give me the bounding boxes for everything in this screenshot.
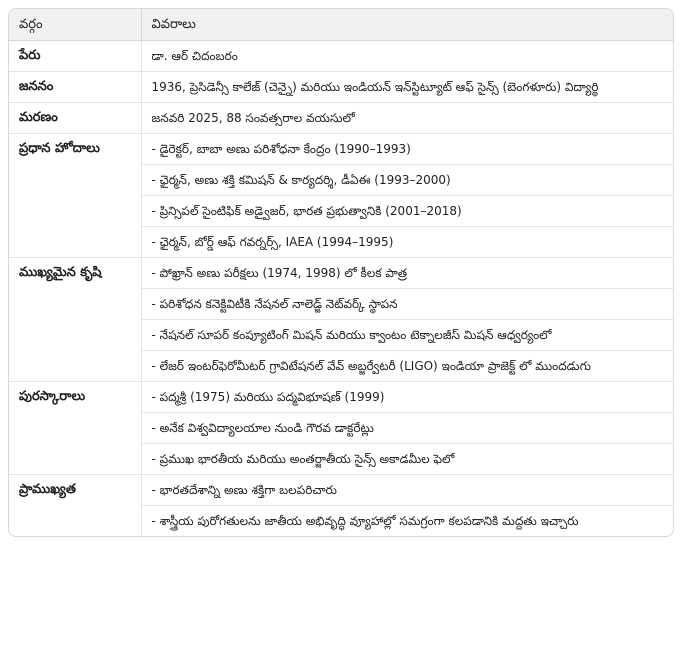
category-cell: జననం	[9, 72, 141, 103]
detail-cell: - ప్రముఖ భారతీయ మరియు అంతర్జాతీయ సైన్స్ అకాడమీల ఫెలో	[141, 444, 673, 475]
detail-cell: - లేజర్ ఇంటర్‌ఫెరోమీటర్ గ్రావిటేషనల్ వేవ్ అబ్జర్వేటరీ (LIGO) ఇండియా ప్రాజెక్ట్ లో ముందడుగు	[141, 351, 673, 382]
table-row	[9, 413, 673, 444]
table-row	[9, 72, 673, 103]
detail-cell: 1936, ప్రెసిడెన్సీ కాలేజ్ (చెన్నై) మరియు ఇండియన్ ఇన్‌స్టిట్యూట్ ఆఫ్ సైన్స్ (బెంగళూరు) విద్యార్థి	[141, 72, 673, 103]
details-table	[9, 9, 673, 536]
detail-cell: - పరిశోధన కనెక్టివిటీకి నేషనల్ నాలెడ్జ్ నెట్‌వర్క్ స్థాపన	[141, 289, 673, 320]
category-cell: పేరు	[9, 41, 141, 72]
detail-cell: - నేషనల్ సూపర్ కంప్యూటింగ్ మిషన్ మరియు క్వాంటం టెక్నాలజీస్ మిషన్ ఆధ్వర్యంలో	[141, 320, 673, 351]
details-table-container	[8, 8, 674, 537]
table-row	[9, 351, 673, 382]
table-row	[9, 103, 673, 134]
category-cell: పురస్కారాలు	[9, 382, 141, 413]
table-header	[9, 9, 673, 41]
table-row	[9, 320, 673, 351]
category-cell	[9, 506, 141, 537]
table-row	[9, 475, 673, 506]
table-row	[9, 227, 673, 258]
category-cell	[9, 196, 141, 227]
table-row	[9, 444, 673, 475]
table-row	[9, 382, 673, 413]
detail-cell: - అనేక విశ్వవిద్యాలయాల నుండి గౌరవ డాక్టరేట్లు	[141, 413, 673, 444]
table-row	[9, 258, 673, 289]
table-row	[9, 165, 673, 196]
detail-cell: - భారతదేశాన్ని అణు శక్తిగా బలపరిచారు	[141, 475, 673, 506]
category-cell	[9, 289, 141, 320]
table-row	[9, 506, 673, 537]
category-cell	[9, 320, 141, 351]
detail-cell: - ఛైర్మన్, బోర్డ్ ఆఫ్ గవర్నర్స్, IAEA (1994–1995)	[141, 227, 673, 258]
detail-cell: - ప్రిన్సిపల్ సైంటిఫిక్ అడ్వైజర్, భారత ప్రభుత్వానికి (2001–2018)	[141, 196, 673, 227]
category-cell	[9, 444, 141, 475]
detail-cell: - పోఖ్రాన్ అణు పరీక్షలు (1974, 1998) లో కీలక పాత్ర	[141, 258, 673, 289]
detail-cell: - పద్మశ్రీ (1975) మరియు పద్మవిభూషణ్ (1999)	[141, 382, 673, 413]
column-header-category: వర్గం	[9, 9, 141, 41]
category-cell	[9, 227, 141, 258]
header-row	[9, 9, 673, 41]
category-cell: ముఖ్యమైన కృషి	[9, 258, 141, 289]
category-cell: ప్రాముఖ్యత	[9, 475, 141, 506]
category-cell: మరణం	[9, 103, 141, 134]
category-cell: ప్రధాన హోదాలు	[9, 134, 141, 165]
column-header-details: వివరాలు	[141, 9, 673, 41]
detail-cell: - శాస్త్రీయ పురోగతులను జాతీయ అభివృద్ధి వ్యూహాల్లో సమగ్రంగా కలపడానికి మద్దతు ఇచ్చారు	[151, 514, 579, 528]
table-row	[9, 41, 673, 72]
table-row	[9, 196, 673, 227]
table-row	[9, 134, 673, 165]
category-cell	[9, 351, 141, 382]
category-cell	[9, 165, 141, 196]
detail-cell: డా. ఆర్ చిదంబరం	[141, 41, 673, 72]
table-body	[9, 41, 673, 537]
category-cell	[9, 413, 141, 444]
detail-cell: - ఛైర్మన్, అణు శక్తి కమిషన్ & కార్యదర్శి, డీఏఈ (1993–2000)	[141, 165, 673, 196]
detail-cell: - డైరెక్టర్, బాబా అణు పరిశోధనా కేంద్రం (1990–1993)	[141, 134, 673, 165]
detail-cell: జనవరి 2025, 88 సంవత్సరాల వయసులో	[141, 103, 673, 134]
table-row	[9, 289, 673, 320]
